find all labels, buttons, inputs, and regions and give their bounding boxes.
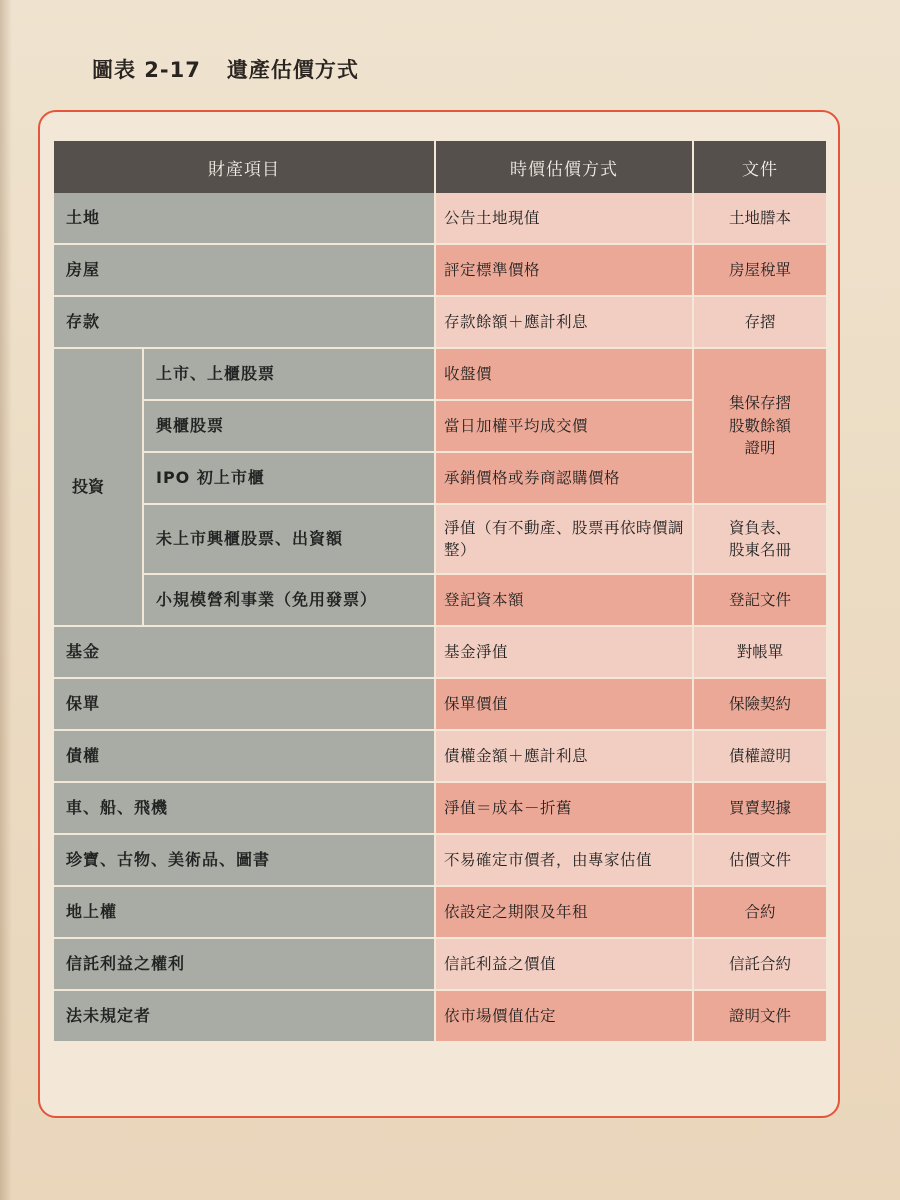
figure-title — [92, 54, 359, 84]
table-row — [54, 193, 826, 245]
valuation-method: 登記資本額 — [436, 575, 694, 627]
table-row — [54, 783, 826, 835]
document: 集保存摺 股數餘額 證明 — [694, 349, 826, 505]
document: 合約 — [694, 887, 826, 939]
header-valuation-method: 時價估價方式 — [436, 141, 694, 193]
document: 土地謄本 — [694, 193, 826, 245]
valuation-method: 公告土地現值 — [436, 193, 694, 245]
property-item: 車、船、飛機 — [54, 783, 436, 835]
valuation-method: 淨值＝成本－折舊 — [436, 783, 694, 835]
valuation-method: 不易確定市價者，由專家估值 — [436, 835, 694, 887]
figure-caption: 遺產估價方式 — [226, 58, 359, 82]
table-row — [54, 991, 826, 1043]
valuation-method: 依設定之期限及年租 — [436, 887, 694, 939]
table-header-row — [54, 141, 826, 193]
figure-number: 圖表 2-17 — [92, 58, 201, 82]
table-row — [54, 245, 826, 297]
header-documents: 文件 — [694, 141, 826, 193]
property-item: 債權 — [54, 731, 436, 783]
document: 資負表、 股東名冊 — [694, 505, 826, 575]
property-item: 基金 — [54, 627, 436, 679]
group-label-investment: 投資 — [54, 349, 144, 627]
property-item: 保單 — [54, 679, 436, 731]
valuation-method: 保單價值 — [436, 679, 694, 731]
table-row — [54, 887, 826, 939]
property-item: 未上市興櫃股票、出資額 — [144, 505, 436, 575]
property-item: 信託利益之權利 — [54, 939, 436, 991]
valuation-method: 淨值（有不動產、股票再依時價調整） — [436, 505, 694, 575]
valuation-method: 依市場價值估定 — [436, 991, 694, 1043]
valuation-method: 存款餘額＋應計利息 — [436, 297, 694, 349]
property-item: IPO 初上市櫃 — [144, 453, 436, 505]
valuation-method: 債權金額＋應計利息 — [436, 731, 694, 783]
valuation-method: 評定標準價格 — [436, 245, 694, 297]
table-row — [54, 297, 826, 349]
table-row — [54, 835, 826, 887]
document: 證明文件 — [694, 991, 826, 1043]
table-row — [54, 349, 826, 401]
document: 房屋稅單 — [694, 245, 826, 297]
document: 存摺 — [694, 297, 826, 349]
valuation-method: 承銷價格或券商認購價格 — [436, 453, 694, 505]
valuation-method: 信託利益之價值 — [436, 939, 694, 991]
document: 買賣契據 — [694, 783, 826, 835]
property-item: 上市、上櫃股票 — [144, 349, 436, 401]
document: 對帳單 — [694, 627, 826, 679]
table-row — [54, 505, 826, 575]
table-row — [54, 939, 826, 991]
property-item: 小規模營利事業（免用發票） — [144, 575, 436, 627]
page-gutter-shadow — [0, 0, 12, 1200]
document: 登記文件 — [694, 575, 826, 627]
property-item: 土地 — [54, 193, 436, 245]
valuation-method: 收盤價 — [436, 349, 694, 401]
property-item: 珍寶、古物、美術品、圖書 — [54, 835, 436, 887]
header-property-item: 財產項目 — [54, 141, 436, 193]
table-row — [54, 731, 826, 783]
table-row — [54, 679, 826, 731]
valuation-method: 當日加權平均成交價 — [436, 401, 694, 453]
estate-valuation-table — [54, 141, 826, 1043]
property-item: 地上權 — [54, 887, 436, 939]
property-item: 興櫃股票 — [144, 401, 436, 453]
document: 保險契約 — [694, 679, 826, 731]
table-row — [54, 575, 826, 627]
property-item: 存款 — [54, 297, 436, 349]
valuation-method: 基金淨值 — [436, 627, 694, 679]
table-row — [54, 627, 826, 679]
document: 債權證明 — [694, 731, 826, 783]
property-item: 房屋 — [54, 245, 436, 297]
property-item: 法未規定者 — [54, 991, 436, 1043]
document: 估價文件 — [694, 835, 826, 887]
document: 信託合約 — [694, 939, 826, 991]
